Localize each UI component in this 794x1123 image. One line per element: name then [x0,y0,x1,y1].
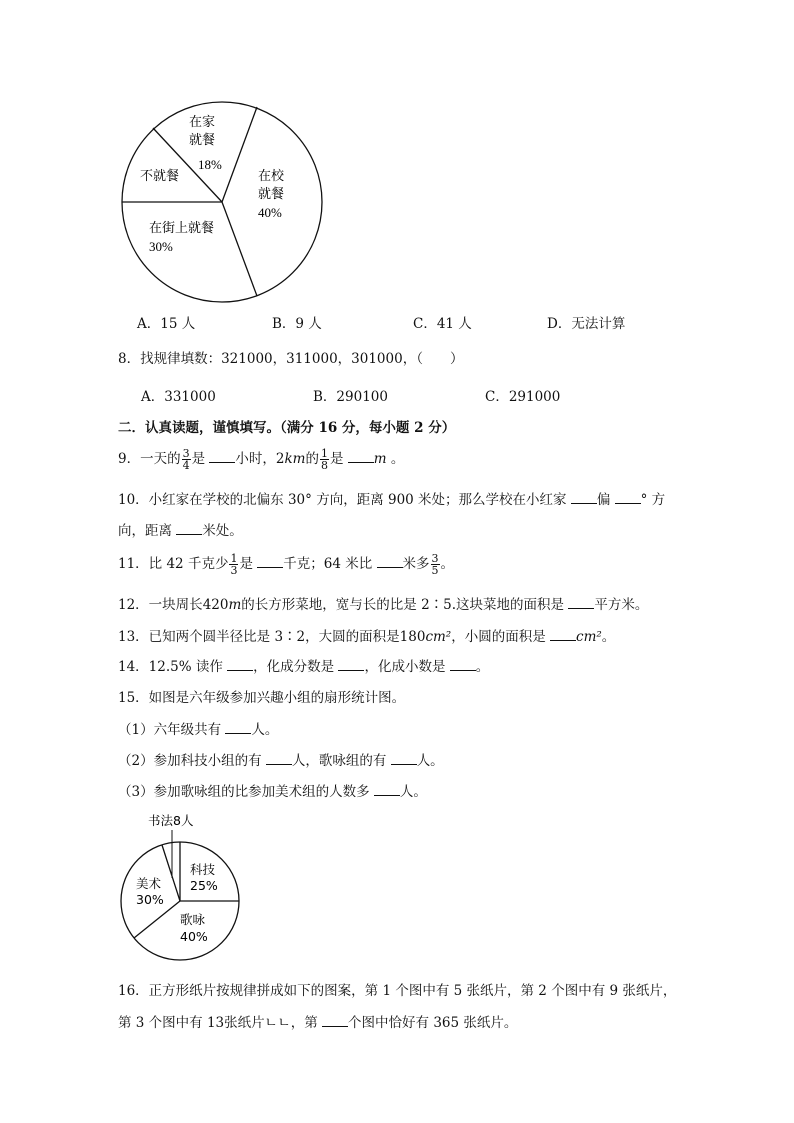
unit: cm² [576,629,602,645]
fraction-numerator: 1 [230,552,238,565]
slice-label-school-2: 就餐 [258,187,285,202]
unit: cm² [425,629,452,645]
q10-line2 [118,519,243,539]
q9-text: 小时，2 [235,451,285,467]
q7-option-d: D．无法计算 [547,316,626,332]
answer-blank[interactable] [568,596,594,609]
q14-text: 14．12.5% 读作 [118,659,223,675]
q14-text: ，化成小数是 [364,659,446,675]
pie-divider [222,202,257,296]
q15-part2 [118,749,444,769]
q16-line1: 16．正方形纸片按规律拼成如下的图案，第 1 个图中有 5 张纸片，第 2 个图中有 9 张纸片， [118,983,677,999]
q9-text: 是 [191,451,206,467]
answer-blank[interactable] [257,555,283,568]
q9-text: 。 [390,451,405,467]
q11 [118,552,454,576]
q16-text: 第 3 个图中有 13张纸片ㄴㄴ，第 [118,1015,318,1031]
q13-text: 13．已知两个圆半径比是 3∶2，大圆的面积是 [118,629,400,645]
q8-option-a: A．331000 [141,389,216,405]
q13 [118,625,615,645]
answer-blank[interactable] [225,721,251,734]
fraction-denominator: 5 [431,564,439,577]
q15-title: 15．如图是六年级参加兴趣小组的扇形统计图。 [118,690,406,706]
q10-text: 向，距离 [118,523,172,539]
q9-text: 是 [329,451,344,467]
answer-blank[interactable] [571,491,597,504]
unit: m [373,451,387,467]
q13-text: 。 [601,629,616,645]
slice-label-street-pct: 30% [149,239,173,254]
answer-blank[interactable] [391,752,417,765]
q16-text: 个图中恰好有 365 张纸片。 [348,1015,518,1031]
pie-divider [162,845,180,901]
answer-blank[interactable] [322,1014,348,1027]
dining-pie-chart [118,100,328,306]
callout-label: 书法8人 [148,813,194,828]
slice-label-home-pct: 18% [198,157,222,172]
answer-blank[interactable] [338,658,364,671]
answer-blank[interactable] [209,450,235,463]
q10-text: ° 方 [640,492,666,508]
unit: km [284,451,306,467]
q15-text: 人，歌咏组的有 [291,753,387,769]
interest-group-pie-chart [118,808,248,968]
q11-text: 千克；64 米比 [283,556,373,572]
q15-text: 人。 [416,753,444,769]
q8-text: 8．找规律填数：321000，311000，301000，（ ） [118,351,464,367]
fraction [320,448,329,471]
slice-label-art: 美术 [136,876,162,891]
fraction-denominator: 3 [230,564,238,577]
q10-text: 米处。 [202,523,243,539]
q15-text: 人。 [251,722,279,738]
q10-text: 偏 [596,492,611,508]
fraction-numerator: 1 [320,447,328,460]
answer-blank[interactable] [348,450,374,463]
q7-option-b: B．9 人 [272,316,322,332]
section-title: 二．认真读题，谨慎填写。（满分 16 分，每小题 2 分） [118,420,456,436]
fraction-numerator: 3 [182,447,190,460]
q15-part3 [118,780,427,800]
fraction-denominator: 4 [182,459,190,472]
q8-option-b: B．290100 [313,389,388,405]
fraction-numerator: 3 [431,552,439,565]
slice-label-tech-pct: 25% [190,878,218,893]
slice-label-home-1: 在家 [189,115,216,130]
q11-text: 。 [440,556,455,572]
fraction [182,448,191,471]
answer-blank[interactable] [377,555,403,568]
slice-label-tech: 科技 [190,862,216,877]
q9-text: 的 [305,451,319,467]
slice-label-sing: 歌咏 [180,912,206,927]
q13-text: ，小圆的面积是 [451,629,546,645]
slice-label-none: 不就餐 [140,169,180,184]
answer-blank[interactable] [227,658,253,671]
q11-text: 米多 [402,556,430,572]
q11-text: 11．比 42 千克少 [118,556,229,572]
slice-label-home-2: 就餐 [189,133,216,148]
answer-blank[interactable] [550,628,576,641]
q14-text: ，化成分数是 [253,659,335,675]
q16-line2 [118,1011,517,1031]
fraction-denominator: 8 [320,459,328,472]
q12-text: 平方米。 [594,597,649,613]
q7-option-c: C．41 人 [413,316,472,332]
slice-label-school-pct: 40% [258,205,282,220]
q12 [118,593,648,613]
q9-text: 9．一天的 [118,451,181,467]
q14 [118,655,489,675]
q15-text: （2）参加科技小组的有 [118,753,262,769]
answer-blank[interactable] [450,658,476,671]
q12-number: 420 [202,597,229,613]
fraction [431,553,440,576]
q15-text: （3）参加歌咏组的比参加美术组的人数多 [118,784,370,800]
q11-text: 是 [239,556,253,572]
answer-blank[interactable] [266,752,292,765]
q15-text: 人。 [399,784,427,800]
q8-option-c: C．291000 [485,389,561,405]
answer-blank[interactable] [176,522,202,535]
answer-blank[interactable] [615,491,641,504]
q10-text: 10．小红家在学校的北偏东 30° 方向，距离 900 米处；那么学校在小红家 [118,492,567,508]
q13-number: 180 [399,629,426,645]
slice-label-art-pct: 30% [136,892,164,907]
slice-label-school-1: 在校 [258,169,285,184]
answer-blank[interactable] [374,783,400,796]
pie-divider [222,107,257,202]
q14-text: 。 [475,659,490,675]
slice-label-street: 在街上就餐 [149,221,215,236]
q10-line1 [118,488,665,508]
unit: m [228,597,242,613]
slice-label-sing-pct: 40% [180,929,208,944]
q12-text: 的长方形菜地，宽与长的比是 2∶5.这块菜地的面积是 [241,597,565,613]
fraction [229,553,238,576]
q15-text: （1）六年级共有 [118,722,222,738]
q9 [118,447,404,471]
q15-part1 [118,718,278,738]
q7-option-a: A．15 人 [137,316,196,332]
q12-text: 12．一块周长 [118,597,203,613]
